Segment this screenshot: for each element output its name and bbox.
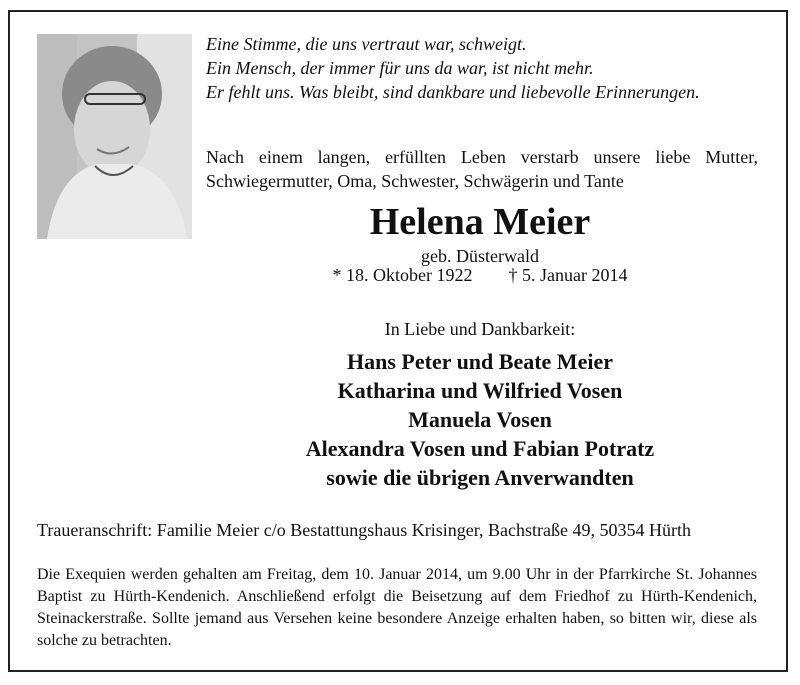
- quote-line: Ein Mensch, der immer für uns da war, ist nicht mehr.: [206, 58, 594, 78]
- birth-name: geb. Düsterwald: [421, 246, 539, 266]
- funeral-details: Die Exequien werden gehalten am Freitag, dem 10. Januar 2014, um 9.00 Uhr in der Pfarrkirche St. Johannes Baptist zu Hürth-Kendenich. Anschließend erfolgt die Beisetzung auf dem Friedhof zu Hürth-Kendenich, Steinackerstraße. Sollte jemand aus Versehen keine besondere Anzeige erhalten haben, so bitten wir, diese als solche zu betrachten.: [37, 566, 757, 649]
- mourner-name: Katharina und Wilfried Vosen: [337, 378, 623, 403]
- memorial-quote: [206, 32, 776, 104]
- mourners-heading: In Liebe und Dankbarkeit:: [384, 319, 576, 339]
- intro-text: [206, 145, 758, 193]
- life-dates: [190, 263, 770, 287]
- intro-line: Nach einem langen, erfüllten Leben verstarb unsere liebe Mutter,: [206, 147, 758, 167]
- mourner-name: Manuela Vosen: [408, 407, 552, 432]
- mourning-address: Traueranschrift: Familie Meier c/o Bestattungshaus Krisinger, Bachstraße 49, 50354 Hürth: [37, 520, 691, 540]
- mourners-list: [190, 347, 770, 492]
- mourner-name: sowie die übrigen Anverwandten: [326, 465, 634, 490]
- quote-line: Eine Stimme, die uns vertraut war, schweigt.: [206, 34, 527, 54]
- intro-line: Schwiegermutter, Oma, Schwester, Schwägerin und Tante: [206, 171, 624, 191]
- portrait-photo: [37, 34, 192, 239]
- quote-line: Er fehlt uns. Was bleibt, sind dankbare und liebevolle Erinnerungen.: [206, 82, 700, 102]
- mourner-name: Alexandra Vosen und Fabian Potratz: [305, 436, 655, 461]
- mourner-name: Hans Peter und Beate Meier: [347, 349, 613, 374]
- deceased-name: Helena Meier: [369, 201, 591, 243]
- death-date: † 5. Januar 2014: [508, 265, 628, 285]
- birth-date: * 18. Oktober 1922: [332, 265, 473, 285]
